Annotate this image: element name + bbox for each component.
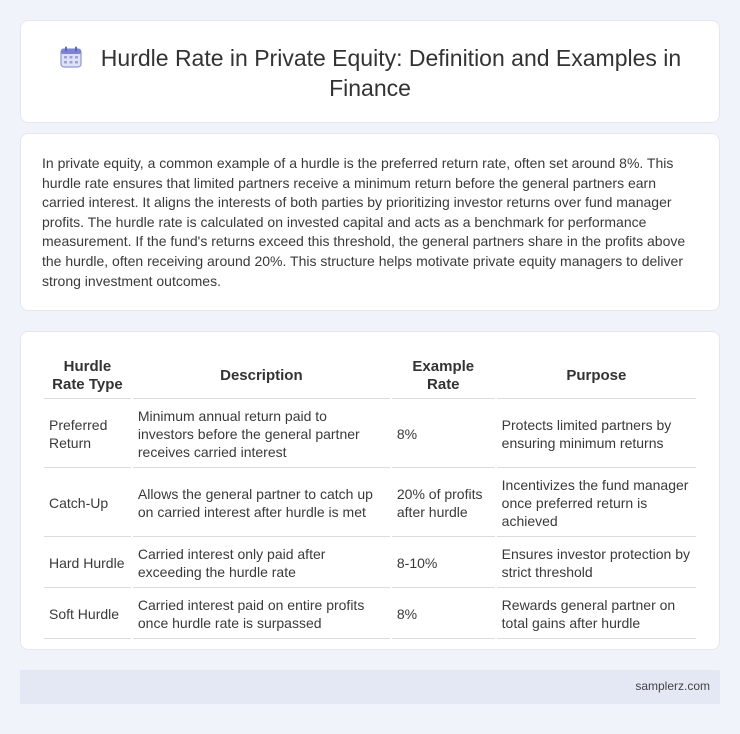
- table-cell: Catch-Up: [44, 470, 131, 537]
- column-header: Hurdle Rate Type: [44, 354, 131, 399]
- table-cell: Minimum annual return paid to investors before the general partner receives carried interest: [133, 401, 390, 468]
- column-header: Example Rate: [392, 354, 495, 399]
- page-title-text: Hurdle Rate in Private Equity: Definition and Examples in Finance: [100, 45, 682, 101]
- calendar-icon: [59, 45, 83, 69]
- table-cell: Soft Hurdle: [44, 590, 131, 639]
- table-cell: Rewards general partner on total gains after hurdle: [497, 590, 696, 639]
- table-cell: 8%: [392, 401, 495, 468]
- table-cell: Incentivizes the fund manager once preferred return is achieved: [497, 470, 696, 537]
- table-cell: Protects limited partners by ensuring minimum returns: [497, 401, 696, 468]
- table-cell: Allows the general partner to catch up on carried interest after hurdle is met: [133, 470, 390, 537]
- table-row: [44, 401, 696, 468]
- footer: [20, 670, 720, 704]
- table-card: [20, 331, 720, 650]
- table-cell: Carried interest paid on entire profits once hurdle rate is surpassed: [133, 590, 390, 639]
- footer-site-link[interactable]: samplerz.com: [635, 679, 710, 693]
- table-cell: Preferred Return: [44, 401, 131, 468]
- hurdle-rate-table: [42, 352, 698, 641]
- column-header: Description: [133, 354, 390, 399]
- table-cell: 8%: [392, 590, 495, 639]
- title-card: [20, 20, 720, 123]
- table-cell: Carried interest only paid after exceeding the hurdle rate: [133, 539, 390, 588]
- page-title: [21, 43, 719, 103]
- table-cell: 8-10%: [392, 539, 495, 588]
- intro-card: [20, 133, 720, 311]
- table-row: [44, 470, 696, 537]
- column-header: Purpose: [497, 354, 696, 399]
- table-cell: 20% of profits after hurdle: [392, 470, 495, 537]
- intro-paragraph: In private equity, a common example of a hurdle is the preferred return rate, often set around 8%. This hurdle rate ensures that limited partners receive a minimum return before the general partners earn carried interest. It aligns the interests of both parties by prioritizing investor returns over fund manager profits. The hurdle rate is calculated on invested capital and acts as a benchmark for performance measurement. If the fund's returns exceed this threshold, the general partners share in the profits above the hurdle, often receiving around 20%. This structure helps motivate private equity managers to deliver strong investment outcomes.: [42, 155, 686, 289]
- table-cell: Ensures investor protection by strict threshold: [497, 539, 696, 588]
- table-row: [44, 590, 696, 639]
- table-row: [44, 539, 696, 588]
- table-cell: Hard Hurdle: [44, 539, 131, 588]
- table-header-row: [44, 354, 696, 399]
